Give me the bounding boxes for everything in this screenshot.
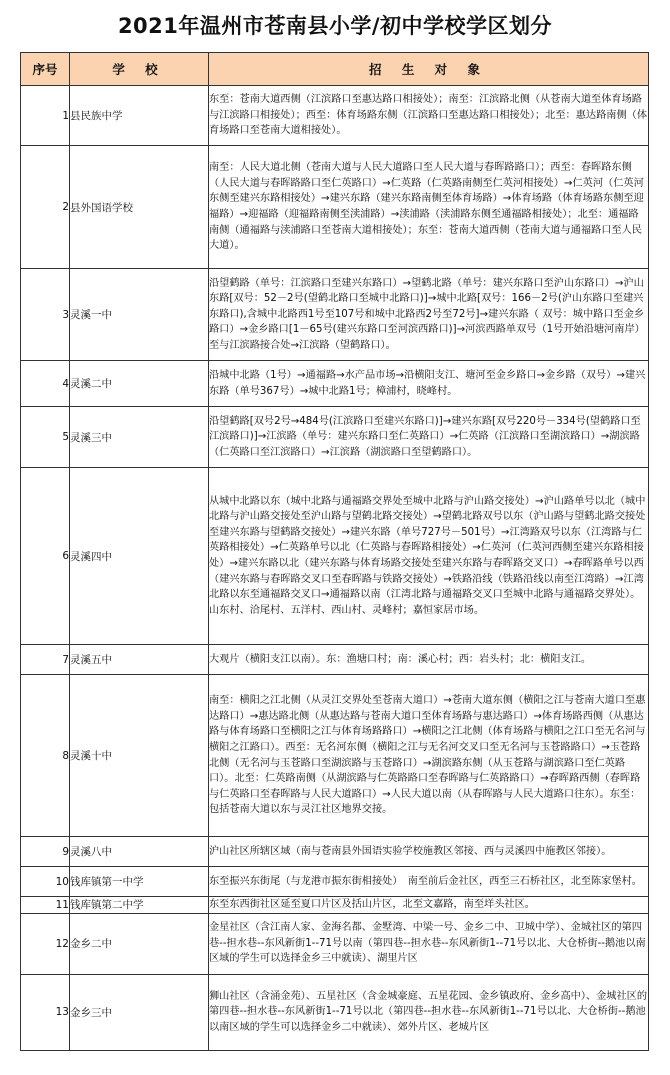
header-school — [70, 53, 209, 86]
school-district-table — [20, 52, 649, 1051]
header-number: 序号 — [21, 53, 70, 86]
enrollment-scope: 东至：苍南大道西侧（江滨路口至惠达路口相接处）；南至：江滨路北侧（从苍南大道至体育场路与江滨路口相接处）；西至：体育场路东侧（江滨路口至惠达路口相接处）；北至：惠达路南侧（体育场路口至苍南大道相接处）。 — [209, 86, 649, 146]
table-row — [21, 407, 649, 468]
table-row — [21, 974, 649, 1050]
row-number: 2 — [21, 146, 70, 269]
enrollment-scope: 大观片（横阳支江以南）。东：渔塘口村；南：溪心村；西：岩头村；北：横阳支江。 — [209, 645, 649, 675]
table-row — [21, 867, 649, 897]
header-scope — [209, 53, 649, 86]
row-number: 12 — [21, 913, 70, 974]
row-number: 1 — [21, 86, 70, 146]
school-name: 灵溪十中 — [70, 675, 209, 837]
school-name: 金乡三中 — [70, 974, 209, 1050]
header-scope-label: 招 生 对 象 — [368, 62, 489, 77]
enrollment-scope: 沿望鹤路（单号：江滨路口至建兴东路口）→望鹤北路（单号：建兴东路口至沪山东路口）→沪山东路[双号：52－2号(望鹤北路口至城中北路口)]→城中北路[双号：166－2号(沪山东路口至建兴东路口),含城中北路西1号至107号和城中北路西2号至72号]→建兴东路（ 双号：城中路口至金乡路口）→金乡路口[1－65号(建兴东路口至河滨西路口)]→河滨西路单双号（1号开始沿塘河南岸）至与江滨路接合处→江滨路（望鹤路口）。 — [209, 269, 649, 361]
school-name: 县民族中学 — [70, 86, 209, 146]
table-row — [21, 837, 649, 867]
enrollment-scope: 南至：人民大道北侧（苍南大道与人民大道路口至人民大道与春晖路路口）；西至：春晖路东侧（人民大道与春晖路路口至仁英路口）→仁英路（仁英路南侧至仁英河相接处）→仁英河（仁英河东侧至建兴东路相接处）→建兴东路（建兴东路南侧至体育场路）→体育场路（体育场路东侧至迎福路）→迎福路（迎福路南侧至渎浦路）→渎浦路（渎浦路东侧至通福路相接处）；北至：通福路南侧（通福路与渎浦路口至苍南大道相接处）；东至：苍南大道西侧（苍南大道与通福路口至人民大道）。 — [209, 146, 649, 269]
enrollment-scope: 金星社区（含江南人家、金海名都、金墅湾、中梁一号、金乡二中、卫城中学）、金城社区的第四巷--担水巷--东风新街1--71号以南（第四巷--担水巷--东风新街1--71号以北、大仓桥街--鹅池以南区域的学生可以选择金乡三中就读）、湖里片区 — [209, 913, 649, 974]
row-number: 5 — [21, 407, 70, 468]
enrollment-scope: 东至振兴东街尾（与龙港市振东街相接处） 南至前后金社区，西至三石桥社区，北至陈家堡村。 — [209, 867, 649, 897]
table-header-row — [21, 53, 649, 86]
school-name: 灵溪一中 — [70, 269, 209, 361]
table-body — [21, 86, 649, 1051]
page-title: 2021年温州市苍南县小学/初中学校学区划分 — [117, 14, 553, 38]
school-name: 钱库镇第一中学 — [70, 867, 209, 897]
enrollment-scope: 从城中北路以东（城中北路与通福路交界处至城中北路与沪山路交接处）→沪山路单号以北（城中北路与沪山路交接处至沪山路与望鹤北路交接处）→望鹤北路双号以东（沪山路与望鹤北路交接处至建兴东路与望鹤路交接处）→建兴东路（单号727号－501号）→江湾路双号以东（江湾路与仁英路相接处）→仁英路单号以北（仁英路与春晖路相接处）→仁英河（仁英河西侧至建兴东路相接处）→建兴东路以北（建兴东路与体育场路交接处至建兴东路与春晖路交叉口）→春晖路单号以西（建兴东路与春晖路交叉口至春晖路与铁路交接处）→铁路沿线（铁路沿线以南至江湾路）→江湾北路以东至通福路交叉口→通福路以南（江湾北路与通福路交叉口至城中北路与通福路交界处）。山东村、洽尾村、五洋村、西山村、灵峰村；嘉恒家居市场。 — [209, 468, 649, 645]
school-name: 县外国语学校 — [70, 146, 209, 269]
table-row — [21, 675, 649, 837]
enrollment-scope: 狮山社区（含涌金苑）、五星社区（含金城豪庭、五星花园、金乡镇政府、金乡高中）、金城社区的第四巷--担水巷--东风新街1--71号以北（第四巷--担水巷--东风新街1--71号以北、大仓桥街--鹅池以南区域的学生可以选择金乡二中就读）、郊外片区、老城片区 — [209, 974, 649, 1050]
table-row — [21, 645, 649, 675]
row-number: 9 — [21, 837, 70, 867]
school-name: 灵溪五中 — [70, 645, 209, 675]
table-row — [21, 269, 649, 361]
row-number: 10 — [21, 867, 70, 897]
school-name: 灵溪三中 — [70, 407, 209, 468]
enrollment-scope: 东至东西街社区延至夏口片区及括山片区，北至文嘉路，南至垟头社区。 — [209, 897, 649, 914]
row-number: 13 — [21, 974, 70, 1050]
table-row — [21, 897, 649, 914]
row-number: 4 — [21, 361, 70, 407]
school-name: 灵溪四中 — [70, 468, 209, 645]
row-number: 6 — [21, 468, 70, 645]
table-row — [21, 361, 649, 407]
row-number: 3 — [21, 269, 70, 361]
header-school-label: 学 校 — [112, 62, 166, 77]
table-row — [21, 468, 649, 645]
row-number: 8 — [21, 675, 70, 837]
row-number: 11 — [21, 897, 70, 914]
school-name: 灵溪八中 — [70, 837, 209, 867]
enrollment-scope: 沿城中北路（1号）→通福路→水产品市场→沿横阳支江、塘河至金乡路口→金乡路（双号）→建兴东路（单号367号）→城中北路1号；樟浦村，晓峰村。 — [209, 361, 649, 407]
enrollment-scope: 南至：横阳之江北侧（从灵江交界处至苍南大道口）→苍南大道东侧（横阳之江与苍南大道口至惠达路口）→惠达路北侧（从惠达路与苍南大道口至体育场路与惠达路口）→体育场路西侧（从惠达路与体育场路口至横阳之江与体育场路路口）→横阳之江北侧（体育场路与横阳之江口至无名河与横阳之江路口）。西至：无名河东侧（横阳之江与无名河交叉口至无名河与玉苍路路口）→玉苍路北侧（无名河与玉苍路口至湖滨路与玉苍路口）→湖滨路东侧（从玉苍路与湖滨路口至仁英路口）。北至：仁英路南侧（从湖滨路与仁英路路口至春晖路与仁英路路口）→春晖路西侧（春晖路与仁英路口至春晖路与人民大道路口）→人民大道以南（从春晖路与人民大道路口往东）。东至：包括苍南大道以东与灵江社区地界交接。 — [209, 675, 649, 837]
row-number: 7 — [21, 645, 70, 675]
table-row — [21, 86, 649, 146]
table-row — [21, 146, 649, 269]
school-name: 灵溪二中 — [70, 361, 209, 407]
enrollment-scope: 沪山社区所辖区域（南与苍南县外国语实验学校施教区邻接、西与灵溪四中施教区邻接）。 — [209, 837, 649, 867]
enrollment-scope: 沿望鹤路[双号2号→484号(江滨路口至建兴东路口)]→建兴东路[双号220号－334号(望鹤路口至江滨路口)]→江滨路（单号：建兴东路口至仁英路口）→仁英路（江滨路口至湖滨路口）→湖滨路（仁英路口至江滨路口）→江滨路（湖滨路口至望鹤路口）。 — [209, 407, 649, 468]
table-row — [21, 913, 649, 974]
school-name: 钱库镇第二中学 — [70, 897, 209, 914]
school-name: 金乡二中 — [70, 913, 209, 974]
